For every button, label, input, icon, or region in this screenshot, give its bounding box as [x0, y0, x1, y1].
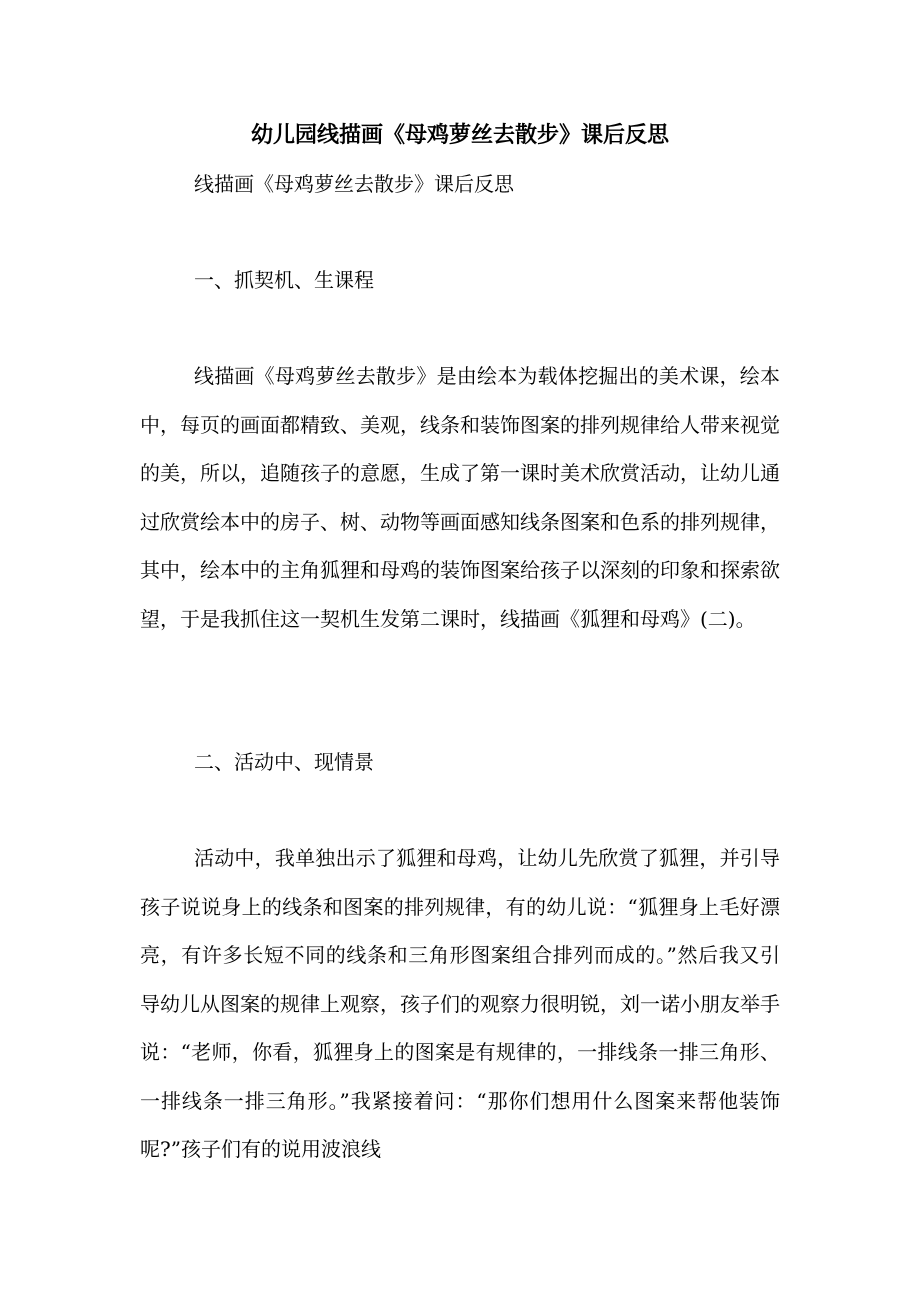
- section-heading-1: 一、抓契机、生课程: [194, 268, 374, 292]
- section-paragraph-1: 线描画《母鸡萝丝去散步》是由绘本为载体挖掘出的美术课，绘本中，每页的画面都精致、美观，线条和装饰图案的排列规律给人带来视觉的美，所以，追随孩子的意愿，生成了第一课时美术欣赏活动，让幼儿通过欣赏绘本中的房子、树、动物等画面感知线条图案和色系的排列规律，其中，绘本中的主角狐狸和母鸡的装饰图案给孩子以深刻的印象和探索欲望，于是我抓住这一契机生发第二课时，线描画《狐狸和母鸡》(二)。: [140, 364, 780, 631]
- section-heading-2: 二、活动中、现情景: [194, 750, 374, 774]
- document-subtitle: 线描画《母鸡萝丝去散步》课后反思: [194, 172, 514, 196]
- document-title: 幼儿园线描画《母鸡萝丝去散步》课后反思: [250, 123, 669, 148]
- section-paragraph-2: 活动中，我单独出示了狐狸和母鸡，让幼儿先欣赏了狐狸，并引导孩子说说身上的线条和图案的排列规律，有的幼儿说：“狐狸身上毛好漂亮，有许多长短不同的线条和三角形图案组合排列而成的。”然后我又引导幼儿从图案的规律上观察，孩子们的观察力很明锐，刘一诺小朋友举手说：“老师，你看，狐狸身上的图案是有规律的，一排线条一排三角形、一排线条一排三角形。”我紧接着问：“那你们想用什么图案来帮他装饰呢?”孩子们有的说用波浪线: [140, 846, 780, 1161]
